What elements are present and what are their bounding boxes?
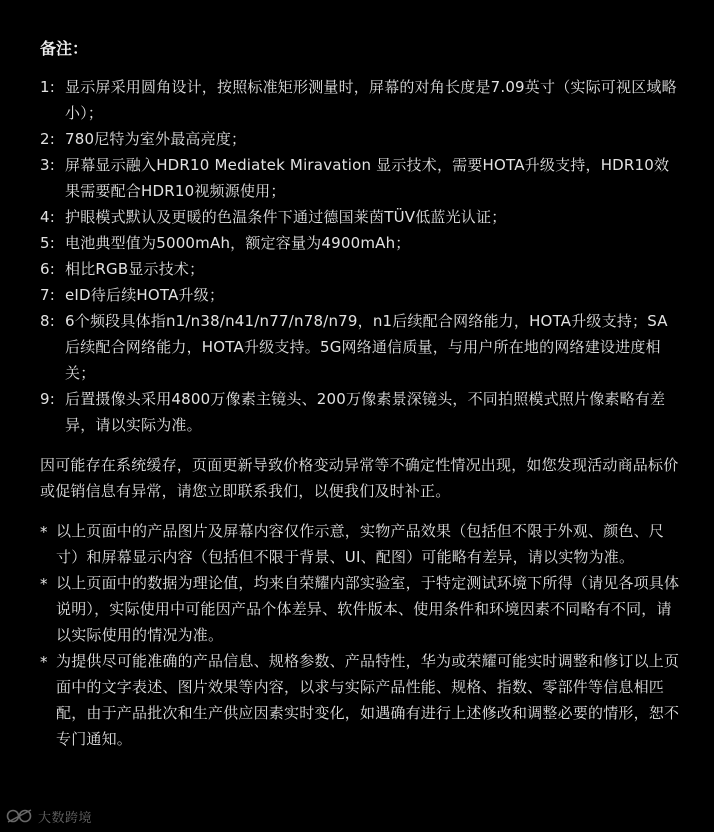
note-number: 1:	[40, 78, 55, 96]
note-number: 3:	[40, 156, 55, 174]
note-item	[40, 386, 680, 438]
note-item	[40, 308, 680, 386]
disclaimer-item	[40, 518, 680, 570]
disclaimer-text: 以上页面中的产品图片及屏幕内容仅作示意，实物产品效果（包括但不限于外观、颜色、尺寸）和屏幕显示内容（包括但不限于背景、UI、配图）可能略有差异，请以实物为准。	[56, 522, 665, 566]
note-number: 5:	[40, 234, 55, 252]
note-item	[40, 152, 680, 204]
note-item	[40, 256, 680, 282]
disclaimer-item	[40, 648, 680, 752]
disclaimer-item	[40, 570, 680, 648]
asterisk-mark: *	[40, 523, 48, 541]
disclaimer-text: 为提供尽可能准确的产品信息、规格参数、产品特性，华为或荣耀可能实时调整和修订以上页面中的文字表述、图片效果等内容，以求与实际产品性能、规格、指数、零部件等信息相匹配，由于产品批次和生产供应因素实时变化，如遇确有进行上述修改和调整必要的情形，恕不专门通知。	[56, 652, 680, 748]
note-item	[40, 282, 680, 308]
asterisk-mark: *	[40, 575, 48, 593]
note-text: 显示屏采用圆角设计，按照标准矩形测量时，屏幕的对角长度是7.09英寸（实际可视区域略小）；	[65, 78, 677, 122]
asterisk-mark: *	[40, 653, 48, 671]
note-text: 6个频段具体指n1/n38/n41/n77/n78/n79，n1后续配合网络能力，HOTA升级支持；SA后续配合网络能力，HOTA升级支持。5G网络通信质量，与用户所在地的网络建设进度相关；	[65, 312, 668, 382]
note-text: eID待后续HOTA升级；	[65, 286, 225, 304]
note-item	[40, 126, 680, 152]
note-text: 相比RGB显示技术；	[65, 260, 205, 278]
note-text: 护眼模式默认及更暖的色温条件下通过德国莱茵TÜV低蓝光认证；	[65, 208, 507, 226]
disclaimer-list	[40, 518, 680, 752]
disclaimer-text: 以上页面中的数据为理论值，均来自荣耀内部实验室，于特定测试环境下所得（请见各项具体说明），实际使用中可能因产品个体差异、软件版本、使用条件和环境因素不同略有不同，请以实际使用的情况为准。	[56, 574, 680, 644]
watermark	[6, 806, 92, 826]
note-number: 8:	[40, 312, 55, 330]
note-text: 后置摄像头采用4800万像素主镜头、200万像素景深镜头，不同拍照模式照片像素略有差异，请以实际为准。	[65, 390, 666, 434]
cache-notice-paragraph: 因可能存在系统缓存，页面更新导致价格变动异常等不确定性情况出现，如您发现活动商品标价或促销信息有异常，请您立即联系我们，以便我们及时补正。	[40, 456, 679, 500]
note-number: 4:	[40, 208, 55, 226]
note-text: 780尼特为室外最高亮度；	[65, 130, 247, 148]
notes-title: 备注：	[40, 39, 89, 58]
note-item	[40, 74, 680, 126]
notes-list	[40, 74, 680, 438]
note-item	[40, 204, 680, 230]
note-text: 屏幕显示融入HDR10 Mediatek Miravation 显示技术，需要HOTA升级支持，HDR10效果需要配合HDR10视频源使用；	[65, 156, 670, 200]
note-number: 9:	[40, 390, 55, 408]
note-item	[40, 230, 680, 256]
note-number: 6:	[40, 260, 55, 278]
watermark-text: 大数跨境	[38, 810, 93, 826]
note-text: 电池典型值为5000mAh，额定容量为4900mAh；	[65, 234, 411, 252]
logo-icon	[6, 807, 34, 825]
note-number: 2:	[40, 130, 55, 148]
note-number: 7:	[40, 286, 55, 304]
